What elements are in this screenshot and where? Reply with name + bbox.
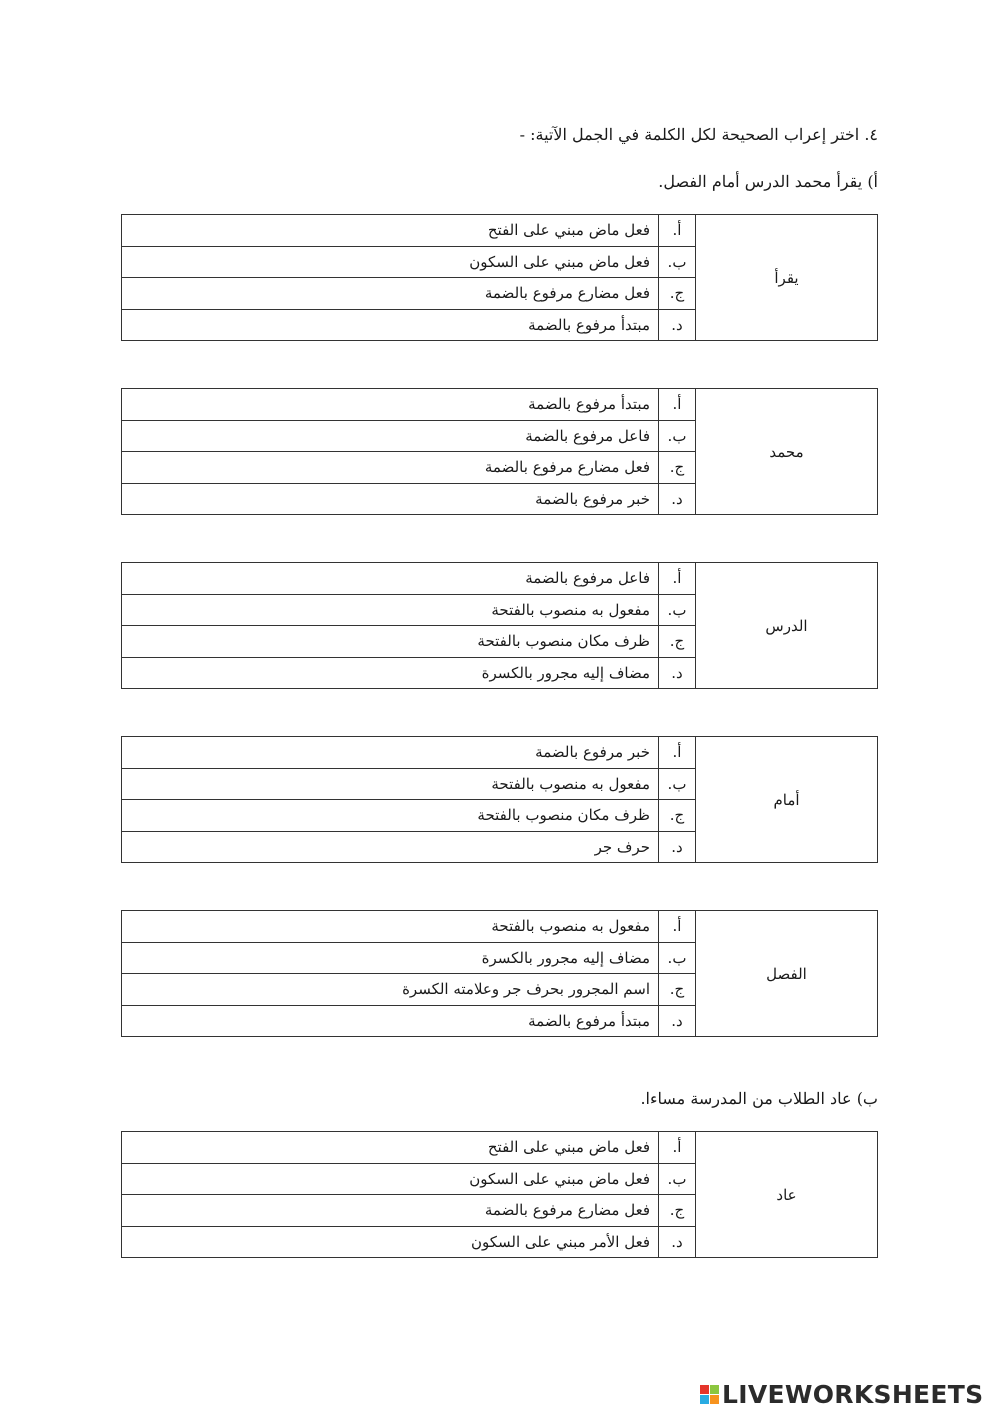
option-letter: د.: [659, 657, 696, 689]
option-choice[interactable]: فعل الأمر مبني على السكون: [122, 1226, 659, 1258]
option-choice[interactable]: فعل ماض مبني على السكون: [122, 246, 659, 278]
option-choice[interactable]: مبتدأ مرفوع بالضمة: [122, 1005, 659, 1037]
target-word: أمام: [696, 737, 878, 863]
option-letter: د.: [659, 1005, 696, 1037]
option-letter: أ.: [659, 911, 696, 943]
option-letter: ج.: [659, 974, 696, 1006]
sentence-a: أ) يقرأ محمد الدرس أمام الفصل.: [658, 172, 878, 191]
option-choice[interactable]: ظرف مكان منصوب بالفتحة: [122, 626, 659, 658]
option-choice[interactable]: خبر مرفوع بالضمة: [122, 483, 659, 515]
question-table-1: [121, 214, 878, 341]
option-letter: د.: [659, 309, 696, 341]
option-letter: ج.: [659, 1195, 696, 1227]
option-choice[interactable]: اسم المجرور بحرف جر وعلامته الكسرة: [122, 974, 659, 1006]
question-table-4: [121, 736, 878, 863]
option-letter: ج.: [659, 626, 696, 658]
option-letter: أ.: [659, 563, 696, 595]
option-choice[interactable]: فعل ماض مبني على الفتح: [122, 215, 659, 247]
option-choice[interactable]: مفعول به منصوب بالفتحة: [122, 768, 659, 800]
option-letter: ب.: [659, 942, 696, 974]
target-word: الدرس: [696, 563, 878, 689]
option-choice[interactable]: خبر مرفوع بالضمة: [122, 737, 659, 769]
option-letter: د.: [659, 831, 696, 863]
option-letter: ب.: [659, 768, 696, 800]
option-letter: ب.: [659, 420, 696, 452]
logo-square: [700, 1395, 709, 1404]
option-letter: ب.: [659, 594, 696, 626]
sentence-b: ب) عاد الطلاب من المدرسة مساءا.: [640, 1089, 878, 1108]
option-letter: أ.: [659, 215, 696, 247]
option-choice[interactable]: حرف جر: [122, 831, 659, 863]
option-choice[interactable]: ظرف مكان منصوب بالفتحة: [122, 800, 659, 832]
option-choice[interactable]: فعل ماض مبني على الفتح: [122, 1132, 659, 1164]
option-choice[interactable]: فعل مضارع مرفوع بالضمة: [122, 1195, 659, 1227]
logo-square: [700, 1385, 709, 1394]
option-letter: أ.: [659, 389, 696, 421]
target-word: محمد: [696, 389, 878, 515]
question-table-2: [121, 388, 878, 515]
option-choice[interactable]: مضاف إليه مجرور بالكسرة: [122, 657, 659, 689]
instruction: ٤. اختر إعراب الصحيحة لكل الكلمة في الجمل الآتية: -: [519, 125, 878, 144]
logo-square: [710, 1395, 719, 1404]
liveworksheets-logo-icon: [700, 1385, 719, 1404]
option-letter: د.: [659, 483, 696, 515]
question-table-3: [121, 562, 878, 689]
option-letter: د.: [659, 1226, 696, 1258]
liveworksheets-logo[interactable]: [700, 1378, 983, 1410]
option-choice[interactable]: فاعل مرفوع بالضمة: [122, 420, 659, 452]
target-word: عاد: [696, 1132, 878, 1258]
logo-brand-text: LIVEWORKSHEETS: [722, 1379, 984, 1409]
option-choice[interactable]: مبتدأ مرفوع بالضمة: [122, 389, 659, 421]
target-word: يقرأ: [696, 215, 878, 341]
option-letter: ج.: [659, 278, 696, 310]
question-table-5: [121, 910, 878, 1037]
option-choice[interactable]: مفعول به منصوب بالفتحة: [122, 594, 659, 626]
option-choice[interactable]: فاعل مرفوع بالضمة: [122, 563, 659, 595]
option-letter: ج.: [659, 800, 696, 832]
question-table-6: [121, 1131, 878, 1258]
option-choice[interactable]: فعل ماض مبني على السكون: [122, 1163, 659, 1195]
option-choice[interactable]: مفعول به منصوب بالفتحة: [122, 911, 659, 943]
logo-square: [710, 1385, 719, 1394]
option-letter: أ.: [659, 737, 696, 769]
option-letter: ج.: [659, 452, 696, 484]
option-choice[interactable]: مضاف إليه مجرور بالكسرة: [122, 942, 659, 974]
option-letter: ب.: [659, 246, 696, 278]
option-choice[interactable]: فعل مضارع مرفوع بالضمة: [122, 278, 659, 310]
target-word: الفصل: [696, 911, 878, 1037]
option-choice[interactable]: فعل مضارع مرفوع بالضمة: [122, 452, 659, 484]
option-choice[interactable]: مبتدأ مرفوع بالضمة: [122, 309, 659, 341]
option-letter: ب.: [659, 1163, 696, 1195]
option-letter: أ.: [659, 1132, 696, 1164]
